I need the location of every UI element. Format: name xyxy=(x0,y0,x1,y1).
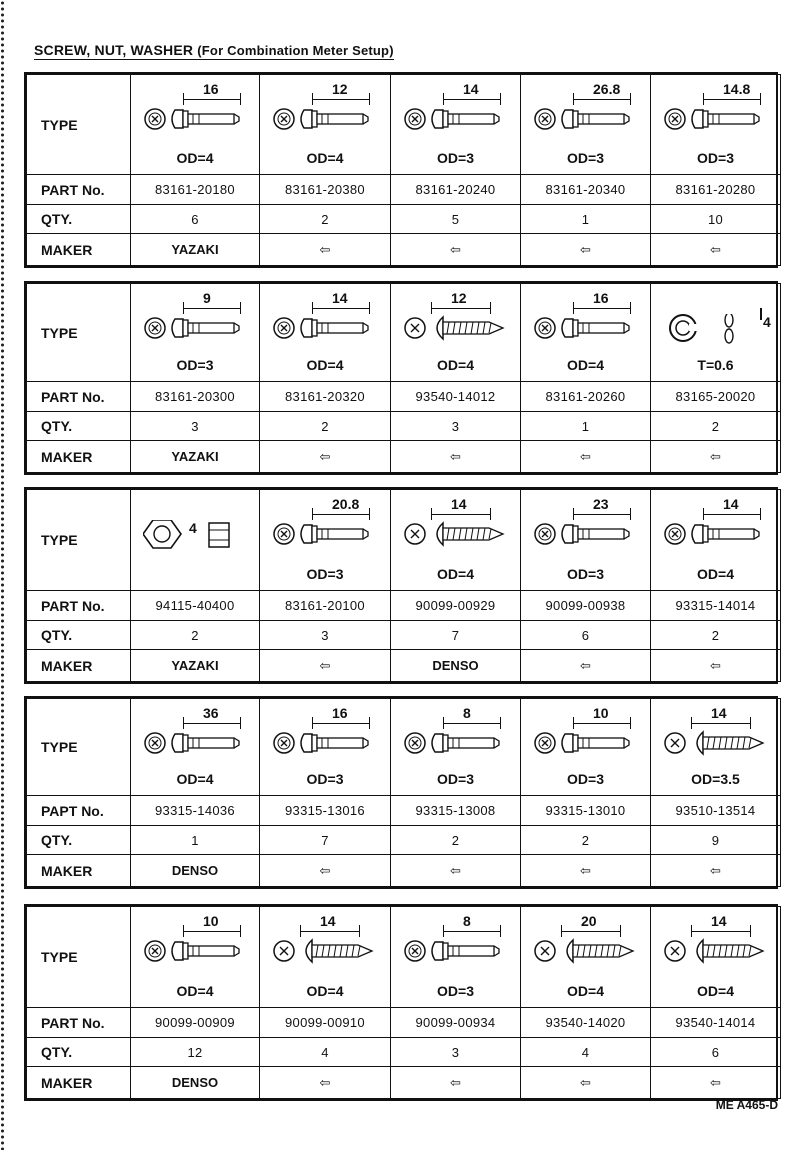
dimension-line xyxy=(183,931,241,932)
pan-screw-washer-icon xyxy=(403,105,507,135)
quantity-cell: 10 xyxy=(651,205,781,234)
quantity-cell: 5 xyxy=(391,205,521,234)
qty-label: QTY. xyxy=(27,412,131,441)
part-number-cell: 93315-14036 xyxy=(131,796,260,826)
quantity-cell: 3 xyxy=(260,621,391,650)
type-label: TYPE xyxy=(27,907,131,1008)
dimension-value: 14 xyxy=(332,290,348,306)
quantity-cell: 12 xyxy=(131,1038,260,1067)
pan-screw-washer-icon xyxy=(143,314,247,344)
qty-label: QTY. xyxy=(27,826,131,855)
type-label: TYPE xyxy=(27,284,131,382)
part-type-cell xyxy=(391,490,521,591)
dimension-line xyxy=(573,514,631,515)
tapping-screw-icon xyxy=(533,937,637,967)
part-no-label: PAPT No. xyxy=(27,796,131,826)
parts-table-1 xyxy=(24,72,778,268)
maker-cell: ⇦ xyxy=(521,441,651,473)
quantity-cell: 6 xyxy=(521,621,651,650)
part-type-cell xyxy=(651,907,781,1008)
dimension-line xyxy=(300,931,360,932)
size-label: OD=4 xyxy=(567,357,604,373)
part-type-cell xyxy=(131,699,260,796)
quantity-cell: 1 xyxy=(131,826,260,855)
part-number-cell: 90099-00910 xyxy=(260,1008,391,1038)
part-number-cell: 93540-14014 xyxy=(651,1008,781,1038)
part-type-cell xyxy=(391,907,521,1008)
dimension-value: 20.8 xyxy=(332,496,360,512)
parts-table-3 xyxy=(24,487,778,684)
part-type-cell xyxy=(260,75,391,175)
size-label: OD=3 xyxy=(306,771,344,787)
size-label: OD=4 xyxy=(176,150,214,166)
part-number-cell: 93540-14020 xyxy=(521,1008,651,1038)
size-label: OD=3 xyxy=(437,771,474,787)
quantity-cell: 2 xyxy=(521,826,651,855)
maker-cell: DENSO xyxy=(131,855,260,887)
dimension-value: 10 xyxy=(593,705,609,721)
dimension-line xyxy=(312,99,370,100)
maker-cell: ⇦ xyxy=(391,1067,521,1099)
dimension-value: 12 xyxy=(332,81,348,97)
parts-table-4 xyxy=(24,696,778,889)
hex-nut-icon xyxy=(143,520,247,550)
dimension-value: 8 xyxy=(463,913,471,929)
pan-screw-washer-icon xyxy=(143,105,247,135)
maker-cell: ⇦ xyxy=(260,441,391,473)
quantity-cell: 3 xyxy=(391,412,521,441)
size-label: OD=3 xyxy=(567,150,604,166)
size-label: OD=3 xyxy=(697,150,734,166)
binding-holes xyxy=(0,0,5,1150)
tapping-screw-icon xyxy=(663,729,767,759)
part-number-cell: 83161-20240 xyxy=(391,175,521,205)
maker-cell: ⇦ xyxy=(260,650,391,682)
dimension-line xyxy=(431,514,491,515)
maker-cell: ⇦ xyxy=(391,234,521,266)
size-label: OD=4 xyxy=(567,983,604,999)
maker-cell: ⇦ xyxy=(521,855,651,887)
part-number-cell: 93510-13514 xyxy=(651,796,781,826)
part-number-cell: 83161-20260 xyxy=(521,382,651,412)
dimension-value: 9 xyxy=(203,290,211,306)
quantity-cell: 2 xyxy=(651,621,781,650)
part-number-cell: 83161-20180 xyxy=(131,175,260,205)
dimension-value: 8 xyxy=(463,705,471,721)
part-type-cell xyxy=(651,284,781,382)
dimension-line xyxy=(183,99,241,100)
size-label: OD=3 xyxy=(306,566,344,582)
size-label: OD=3 xyxy=(567,771,604,787)
part-number-cell: 94115-40400 xyxy=(131,591,260,621)
quantity-cell: 2 xyxy=(651,412,781,441)
quantity-cell: 7 xyxy=(260,826,391,855)
maker-cell: ⇦ xyxy=(260,855,391,887)
quantity-cell: 2 xyxy=(260,205,391,234)
pan-screw-washer-icon xyxy=(143,729,247,759)
tapping-screw-icon xyxy=(272,937,376,967)
part-number-cell: 90099-00929 xyxy=(391,591,521,621)
dimension-line xyxy=(312,514,370,515)
dimension-value: 20 xyxy=(581,913,597,929)
dimension-line xyxy=(443,931,501,932)
dimension-line xyxy=(573,308,631,309)
maker-cell: ⇦ xyxy=(651,1067,781,1099)
part-number-cell: 93540-14012 xyxy=(391,382,521,412)
size-label: OD=4 xyxy=(437,566,474,582)
pan-screw-washer-icon xyxy=(533,314,637,344)
part-type-cell xyxy=(521,75,651,175)
maker-cell: ⇦ xyxy=(391,855,521,887)
quantity-cell: 2 xyxy=(131,621,260,650)
pan-screw-washer-icon xyxy=(533,105,637,135)
part-type-cell xyxy=(260,699,391,796)
part-number-cell: 90099-00938 xyxy=(521,591,651,621)
part-number-cell: 83161-20340 xyxy=(521,175,651,205)
dimension-value: 14 xyxy=(711,913,727,929)
part-type-cell xyxy=(521,284,651,382)
part-number-cell: 93315-13010 xyxy=(521,796,651,826)
part-number-cell: 83161-20280 xyxy=(651,175,781,205)
pan-screw-washer-icon xyxy=(272,520,376,550)
dimension-value: 36 xyxy=(203,705,219,721)
maker-cell: ⇦ xyxy=(651,855,781,887)
maker-cell: ⇦ xyxy=(260,234,391,266)
maker-cell: ⇦ xyxy=(521,650,651,682)
title-text: SCREW, NUT, WASHER xyxy=(34,42,194,58)
quantity-cell: 1 xyxy=(521,205,651,234)
part-type-cell xyxy=(391,75,521,175)
parts-table-2 xyxy=(24,281,778,475)
dimension-value: 4 xyxy=(189,520,197,536)
part-number-cell: 83161-20100 xyxy=(260,591,391,621)
dimension-value: 16 xyxy=(593,290,609,306)
dimension-line xyxy=(443,723,501,724)
size-label: OD=4 xyxy=(176,983,214,999)
maker-label: MAKER xyxy=(27,650,131,682)
maker-cell: DENSO xyxy=(391,650,521,682)
part-type-cell xyxy=(521,490,651,591)
dimension-line xyxy=(573,723,631,724)
dimension-value: 23 xyxy=(593,496,609,512)
dimension-line xyxy=(703,514,761,515)
dimension-value: 4 xyxy=(763,314,771,330)
tapping-screw-icon xyxy=(403,520,507,550)
dimension-line xyxy=(183,308,241,309)
maker-label: MAKER xyxy=(27,441,131,473)
maker-label: MAKER xyxy=(27,234,131,266)
dimension-line xyxy=(312,308,370,309)
maker-cell: YAZAKI xyxy=(131,650,260,682)
part-number-cell: 90099-00934 xyxy=(391,1008,521,1038)
spring-washer-icon xyxy=(663,314,767,344)
pan-screw-washer-icon xyxy=(663,105,767,135)
part-type-cell xyxy=(521,907,651,1008)
pan-screw-washer-icon xyxy=(143,937,247,967)
part-number-cell: 83161-20300 xyxy=(131,382,260,412)
maker-cell: ⇦ xyxy=(521,1067,651,1099)
dimension-line xyxy=(443,99,501,100)
pan-screw-washer-icon xyxy=(272,105,376,135)
pan-screw-washer-icon xyxy=(663,520,767,550)
type-label: TYPE xyxy=(27,75,131,175)
quantity-cell: 4 xyxy=(521,1038,651,1067)
part-no-label: PART No. xyxy=(27,1008,131,1038)
dimension-value: 14 xyxy=(723,496,739,512)
size-label: OD=3.5 xyxy=(691,771,740,787)
pan-screw-washer-icon xyxy=(272,314,376,344)
part-type-cell xyxy=(131,75,260,175)
part-type-cell xyxy=(131,284,260,382)
size-label: OD=4 xyxy=(306,150,344,166)
type-label: TYPE xyxy=(27,490,131,591)
dimension-line xyxy=(561,931,621,932)
size-label: OD=3 xyxy=(176,357,214,373)
parts-table-5 xyxy=(24,904,778,1101)
part-type-cell xyxy=(651,699,781,796)
part-type-cell xyxy=(131,490,260,591)
maker-cell: ⇦ xyxy=(651,234,781,266)
dimension-value: 14 xyxy=(451,496,467,512)
maker-label: MAKER xyxy=(27,855,131,887)
qty-label: QTY. xyxy=(27,205,131,234)
part-number-cell: 83165-20020 xyxy=(651,382,781,412)
part-type-cell xyxy=(260,907,391,1008)
part-number-cell: 93315-14014 xyxy=(651,591,781,621)
pan-screw-washer-icon xyxy=(533,520,637,550)
dimension-value: 14 xyxy=(320,913,336,929)
dimension-value: 14 xyxy=(711,705,727,721)
size-label: OD=3 xyxy=(567,566,604,582)
qty-label: QTY. xyxy=(27,621,131,650)
qty-label: QTY. xyxy=(27,1038,131,1067)
part-number-cell: 83161-20320 xyxy=(260,382,391,412)
size-label: OD=4 xyxy=(306,983,344,999)
part-type-cell xyxy=(391,699,521,796)
dimension-value: 16 xyxy=(332,705,348,721)
pan-screw-washer-icon xyxy=(272,729,376,759)
quantity-cell: 2 xyxy=(260,412,391,441)
part-type-cell xyxy=(521,699,651,796)
part-no-label: PART No. xyxy=(27,591,131,621)
maker-cell: YAZAKI xyxy=(131,441,260,473)
dimension-value: 10 xyxy=(203,913,219,929)
dimension-line xyxy=(431,308,491,309)
dimension-line xyxy=(691,723,751,724)
page-title xyxy=(34,42,394,60)
part-type-cell xyxy=(131,907,260,1008)
quantity-cell: 1 xyxy=(521,412,651,441)
dimension-line xyxy=(703,99,761,100)
size-label: OD=3 xyxy=(437,150,474,166)
pan-screw-washer-icon xyxy=(403,729,507,759)
size-label: OD=4 xyxy=(306,357,344,373)
subtitle-text: (For Combination Meter Setup) xyxy=(197,43,394,58)
maker-cell: ⇦ xyxy=(521,234,651,266)
tapping-screw-icon xyxy=(403,314,507,344)
quantity-cell: 6 xyxy=(131,205,260,234)
part-number-cell: 83161-20380 xyxy=(260,175,391,205)
part-no-label: PART No. xyxy=(27,175,131,205)
size-label: OD=4 xyxy=(697,983,734,999)
dimension-line xyxy=(183,723,241,724)
size-label: OD=3 xyxy=(437,983,474,999)
maker-cell: ⇦ xyxy=(651,441,781,473)
part-number-cell: 90099-00909 xyxy=(131,1008,260,1038)
dimension-line xyxy=(573,99,631,100)
dimension-line xyxy=(691,931,751,932)
quantity-cell: 7 xyxy=(391,621,521,650)
quantity-cell: 6 xyxy=(651,1038,781,1067)
maker-cell: ⇦ xyxy=(391,441,521,473)
size-label: OD=4 xyxy=(176,771,214,787)
part-type-cell xyxy=(651,75,781,175)
maker-cell: ⇦ xyxy=(260,1067,391,1099)
quantity-cell: 3 xyxy=(391,1038,521,1067)
pan-screw-washer-icon xyxy=(533,729,637,759)
size-label: T=0.6 xyxy=(697,357,734,373)
tapping-screw-icon xyxy=(663,937,767,967)
quantity-cell: 2 xyxy=(391,826,521,855)
maker-cell: YAZAKI xyxy=(131,234,260,266)
dimension-value: 14.8 xyxy=(723,81,751,97)
maker-label: MAKER xyxy=(27,1067,131,1099)
pan-screw-washer-icon xyxy=(403,937,507,967)
dimension-line xyxy=(312,723,370,724)
dimension-value: 12 xyxy=(451,290,467,306)
dimension-value: 26.8 xyxy=(593,81,621,97)
quantity-cell: 4 xyxy=(260,1038,391,1067)
size-label: OD=4 xyxy=(697,566,734,582)
quantity-cell: 9 xyxy=(651,826,781,855)
maker-cell: ⇦ xyxy=(651,650,781,682)
dimension-value: 16 xyxy=(203,81,219,97)
part-number-cell: 93315-13008 xyxy=(391,796,521,826)
part-type-cell xyxy=(260,284,391,382)
maker-cell: DENSO xyxy=(131,1067,260,1099)
part-type-cell xyxy=(391,284,521,382)
quantity-cell: 3 xyxy=(131,412,260,441)
document-reference: ME A465-D xyxy=(715,1098,778,1112)
size-label: OD=4 xyxy=(437,357,474,373)
part-number-cell: 93315-13016 xyxy=(260,796,391,826)
dimension-value: 14 xyxy=(463,81,479,97)
part-type-cell xyxy=(651,490,781,591)
type-label: TYPE xyxy=(27,699,131,796)
part-no-label: PART No. xyxy=(27,382,131,412)
part-type-cell xyxy=(260,490,391,591)
